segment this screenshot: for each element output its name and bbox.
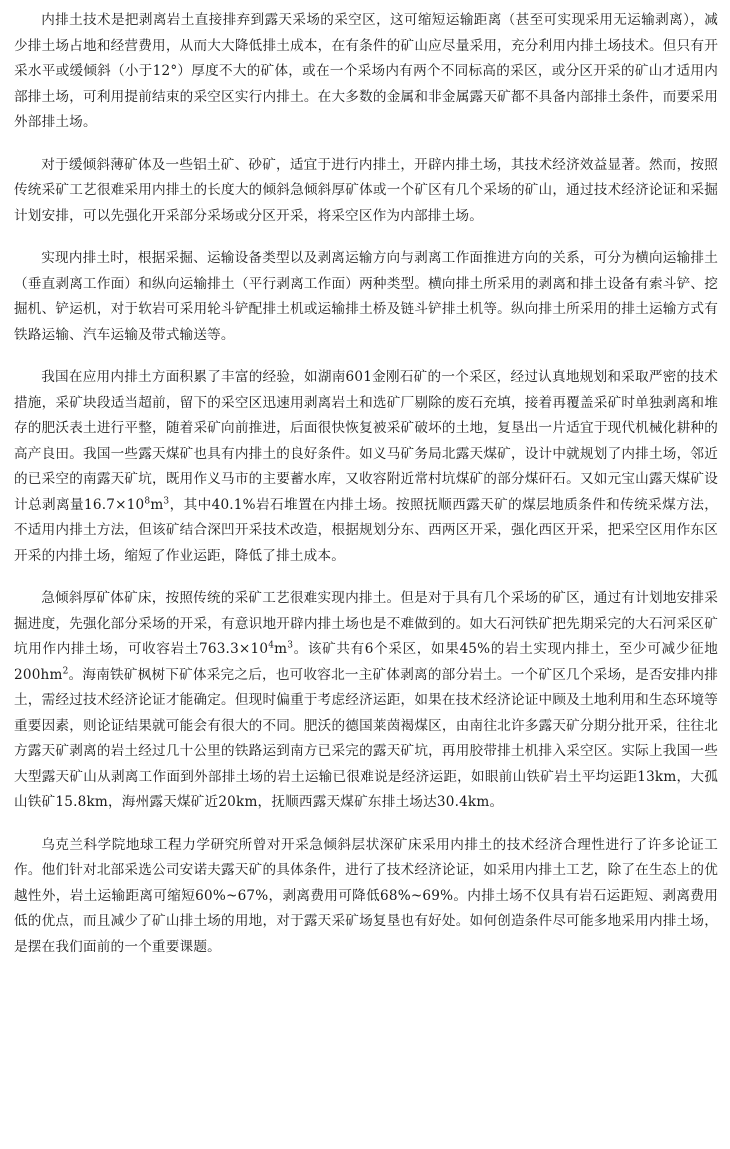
document-body: [14, 8, 718, 977]
paragraph-2-text: 对于缓倾斜薄矿体及一些铝土矿、砂矿，适宜于进行内排土，开辟内排土场，其技术经济效益显著。然而，按照传统采矿工艺很难采用内排土的长度大的倾斜急倾斜厚矿体或一个矿区有几个采场的矿山，通过技术经济论证和采掘计划安排，可以先强化开采部分采场或分区开采，将采空区作为内部排土场。: [14, 156, 718, 224]
paragraph-3: [14, 246, 718, 348]
unit-m: m: [150, 496, 164, 513]
paragraph-4-text-b: ，其中40.1%岩石堆置在内排土场。按照抚顺西露天矿的煤层地质条件和传统采煤方法，不适用内排土方法，但该矿结合深凹开采技术改造，根据规划分东、西两区开采，强化西区开采，把采空区用作东区开采的内排土场，缩短了作业运距，降低了排土成本。: [14, 496, 718, 564]
paragraph-3-text: 实现内排土时，根据采掘、运输设备类型以及剥离运输方向与剥离工作面推进方向的关系，可分为横向运输排土（垂直剥离工作面）和纵向运输排土（平行剥离工作面）两种类型。横向排土所采用的剥离和排土设备有索斗铲、挖掘机、铲运机，对于软岩可采用轮斗铲配排土机或运输排土桥及链斗铲排土机等。纵向排土所采用的排土运输方式有铁路运输、汽车运输及带式输送等。: [14, 250, 718, 343]
paragraph-2: [14, 153, 718, 230]
unit-m: m: [274, 641, 288, 657]
paragraph-1-text: 内排土技术是把剥离岩土直接排弃到露天采场的采空区，这可缩短运输距离（甚至可实现采用无运输剥离），减少排土场占地和经营费用，从而大大降低排土成本，在有条件的矿山应尽量采用，充分利用内排土场技术。但只有开采水平或缓倾斜（小于12°）厚度不大的矿体，或在一个采场内有两个不同标高的采区，或分区开采的矿山才适用内部排土场，可利用提前结束的采空区实行内排土。在大多数的金属和非金属露天矿都不具备内部排土条件，而要采用外部排土场。: [14, 12, 718, 130]
paragraph-6: [14, 833, 718, 961]
paragraph-5-text-b: 。该矿共有6个采区，如果45%的岩土实现内排土，至少可减少征地200hm: [14, 641, 718, 683]
paragraph-1: [14, 8, 718, 136]
paragraph-4-text-a: 我国在应用内排土方面积累了丰富的经验，如湖南601金刚石矿的一个采区，经过认真地规划和采取严密的技术措施，采矿块段适当超前，留下的采空区迅速用剥离岩土和选矿厂剔除的废石充填，接着再覆盖采矿时单独剥离和堆存的肥沃表土进行平整，随着采矿向前推进，后面很快恢复被采矿破坏的土地，复垦出一片适宜于现代机械化耕种的高产良田。我国一些露天煤矿也具有内排土的良好条件。如义马矿务局北露天煤矿，设计中就规划了内排土场，邻近的已采空的南露天矿坑，既用作义马市的主要蓄水库，又收容附近常村坑煤矿的部分煤矸石。又如元宝山露天煤矿设计总剥离量16.7×10: [14, 369, 718, 513]
exponent-3: 3: [287, 640, 294, 651]
paragraph-5-text-a: 急倾斜厚矿体矿床，按照传统的采矿工艺很难实现内排土。但是对于具有几个采场的矿区，通过有计划地安排采掘进度，先强化部分采场的开采，有意识地开辟内排土场也是不难做到的。如大石河铁矿把先期采完的大石河采区矿坑用作内排土场，可收容岩土763.3×10: [14, 590, 718, 657]
exponent-2: 2: [62, 665, 69, 676]
exponent-3: 3: [163, 495, 170, 506]
exponent-8: 8: [144, 495, 151, 506]
paragraph-5: [14, 586, 718, 816]
paragraph-6-text: 乌克兰科学院地球工程力学研究所曾对开采急倾斜层状深矿床采用内排土的技术经济合理性进行了许多论证工作。他们针对北部采选公司安诺夫露天矿的具体条件，进行了技术经济论证，如采用内排土工艺，除了在生态上的优越性外，岩土运输距离可缩短60%~67%，剥离费用可降低68%~69%。内排土场不仅具有岩石运距短、剥离费用低的优点，而且减少了矿山排土场的用地，对于露天采矿场复垦也有好处。如何创造条件尽可能多地采用内排土场，是摆在我们面前的一个重要课题。: [14, 836, 718, 955]
paragraph-4: [14, 365, 718, 569]
exponent-4: 4: [268, 640, 275, 651]
paragraph-5-text-c: 。海南铁矿枫树下矿体采完之后，也可收容北一主矿体剥离的部分岩土。一个矿区几个采场，是否安排内排土，需经过技术经济论证才能确定。但现时偏重于考虑经济运距，如果在技术经济论证中顾及土地利用和生态环境等重要因素，则论证结果就可能会有很大的不同。肥沃的德国莱茵褐煤区，由南往北许多露天矿分期分批开采，往往北方露天矿剥离的岩土经过几十公里的铁路运到南方已采完的露天矿坑，再用胶带排土机排入采空区。实际上我国一些大型露天矿山从剥离工作面到外部排土场的岩土运输已很难说是经济运距，如眼前山铁矿岩土平均运距13km，大孤山铁矿15.8km，海州露天煤矿近20km，抚顺西露天煤矿东排土场达30.4km。: [14, 666, 718, 810]
